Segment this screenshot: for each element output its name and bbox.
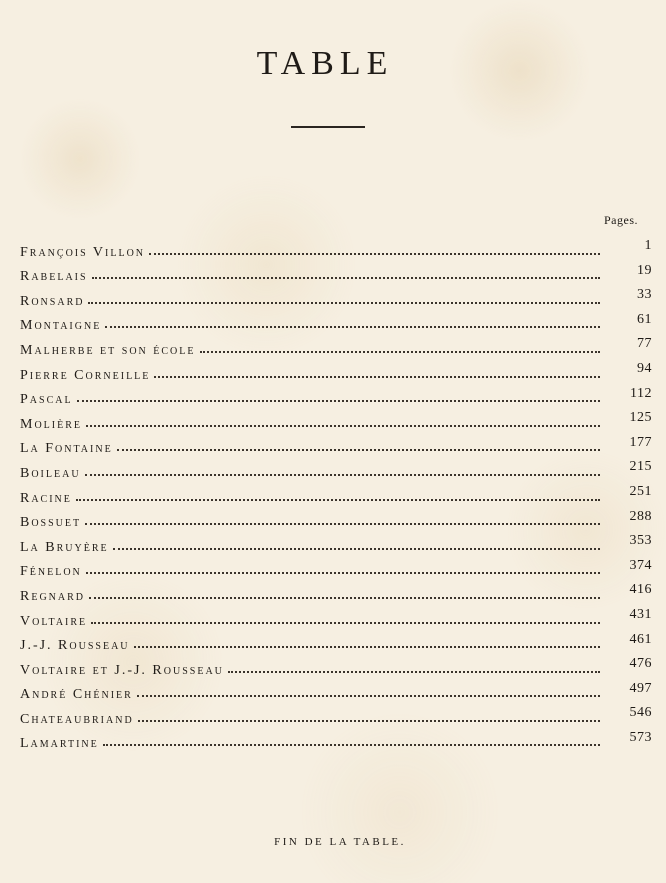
toc-entry	[20, 433, 652, 458]
toc-entry	[20, 359, 652, 384]
toc-entry	[20, 703, 652, 728]
toc-entry-page: 353	[629, 533, 652, 549]
toc-entry-page: 94	[637, 360, 652, 376]
dot-leader	[103, 744, 600, 746]
dot-leader	[85, 523, 600, 525]
toc-entry	[20, 334, 652, 359]
toc-entry	[20, 580, 652, 605]
toc-entry-name: Molière	[20, 416, 82, 432]
toc-entry	[20, 507, 652, 532]
toc-entry	[20, 408, 652, 433]
toc-entry-name: Ronsard	[20, 293, 85, 309]
toc-entry-name: Rabelais	[20, 269, 88, 285]
dot-leader	[137, 695, 600, 697]
dot-leader	[77, 400, 600, 402]
toc-entry-name: Racine	[20, 490, 72, 506]
end-of-table-note: FIN DE LA TABLE.	[274, 836, 406, 848]
toc-entry-page: 215	[629, 459, 652, 475]
toc-entry-name: Voltaire et J.-J. Rousseau	[20, 662, 224, 678]
toc-entry-page: 431	[629, 606, 652, 622]
toc-entry	[20, 310, 652, 335]
dot-leader	[228, 671, 600, 673]
toc-entry-name: Pierre Corneille	[20, 367, 151, 383]
toc-entry-page: 461	[629, 631, 652, 647]
dot-leader	[76, 499, 600, 501]
toc-entry-page: 546	[629, 705, 652, 721]
toc-entry	[20, 457, 652, 482]
toc-entry-name: Pascal	[20, 392, 73, 408]
toc-entry-name: Montaigne	[20, 318, 102, 334]
toc-entry-page: 476	[629, 656, 652, 672]
table-of-contents	[20, 236, 652, 752]
toc-entry-name: Malherbe et son école	[20, 342, 196, 358]
toc-entry-page: 112	[630, 385, 652, 401]
dot-leader	[91, 622, 600, 624]
toc-entry-name: François Villon	[20, 244, 146, 260]
title-rule	[291, 126, 365, 128]
toc-entry-name: Chateaubriand	[20, 711, 134, 727]
toc-entry-page: 251	[629, 483, 652, 499]
toc-entry	[20, 605, 652, 630]
dot-leader	[86, 425, 600, 427]
dot-leader	[200, 351, 601, 353]
toc-entry-name: Boileau	[20, 465, 81, 481]
dot-leader	[138, 720, 600, 722]
toc-entry-page: 374	[629, 557, 652, 573]
toc-entry	[20, 728, 652, 753]
toc-entry	[20, 556, 652, 581]
toc-entry-name: Bossuet	[20, 515, 82, 531]
dot-leader	[113, 548, 600, 550]
toc-entry-page: 125	[629, 410, 652, 426]
toc-entry	[20, 236, 652, 261]
toc-entry-name: J.-J. Rousseau	[20, 638, 130, 654]
toc-entry	[20, 482, 652, 507]
toc-entry-page: 1	[644, 238, 652, 253]
pages-column-header: Pages.	[604, 213, 638, 227]
toc-entry-page: 497	[629, 680, 652, 696]
dot-leader	[89, 597, 600, 599]
toc-entry-name: Lamartine	[20, 736, 99, 752]
dot-leader	[88, 302, 600, 304]
dot-leader	[86, 572, 600, 574]
dot-leader	[105, 326, 600, 328]
toc-entry-page: 61	[637, 311, 652, 327]
toc-entry	[20, 679, 652, 704]
toc-entry-page: 77	[637, 336, 652, 352]
toc-entry-name: Voltaire	[20, 613, 88, 629]
dot-leader	[85, 474, 600, 476]
toc-entry-page: 416	[629, 582, 652, 598]
toc-entry-page: 177	[629, 434, 652, 450]
toc-entry-name: Fénelon	[20, 564, 82, 580]
toc-entry-page: 573	[629, 729, 652, 745]
toc-entry-page: 19	[637, 262, 652, 278]
dot-leader	[92, 277, 600, 279]
toc-entry-name: La Fontaine	[20, 441, 113, 457]
toc-entry-page: 33	[637, 287, 652, 303]
dot-leader	[154, 376, 600, 378]
toc-entry	[20, 285, 652, 310]
dot-leader	[134, 646, 600, 648]
page-title: TABLE	[256, 44, 394, 82]
toc-entry	[20, 384, 652, 409]
toc-entry-name: La Bruyère	[20, 539, 109, 555]
toc-entry-page: 288	[629, 508, 652, 524]
toc-entry	[20, 531, 652, 556]
toc-entry	[20, 630, 652, 655]
toc-entry-name: André Chénier	[20, 687, 133, 703]
dot-leader	[117, 449, 600, 451]
dot-leader	[149, 253, 600, 255]
toc-entry	[20, 654, 652, 679]
toc-entry	[20, 261, 652, 286]
toc-entry-name: Regnard	[20, 588, 86, 604]
